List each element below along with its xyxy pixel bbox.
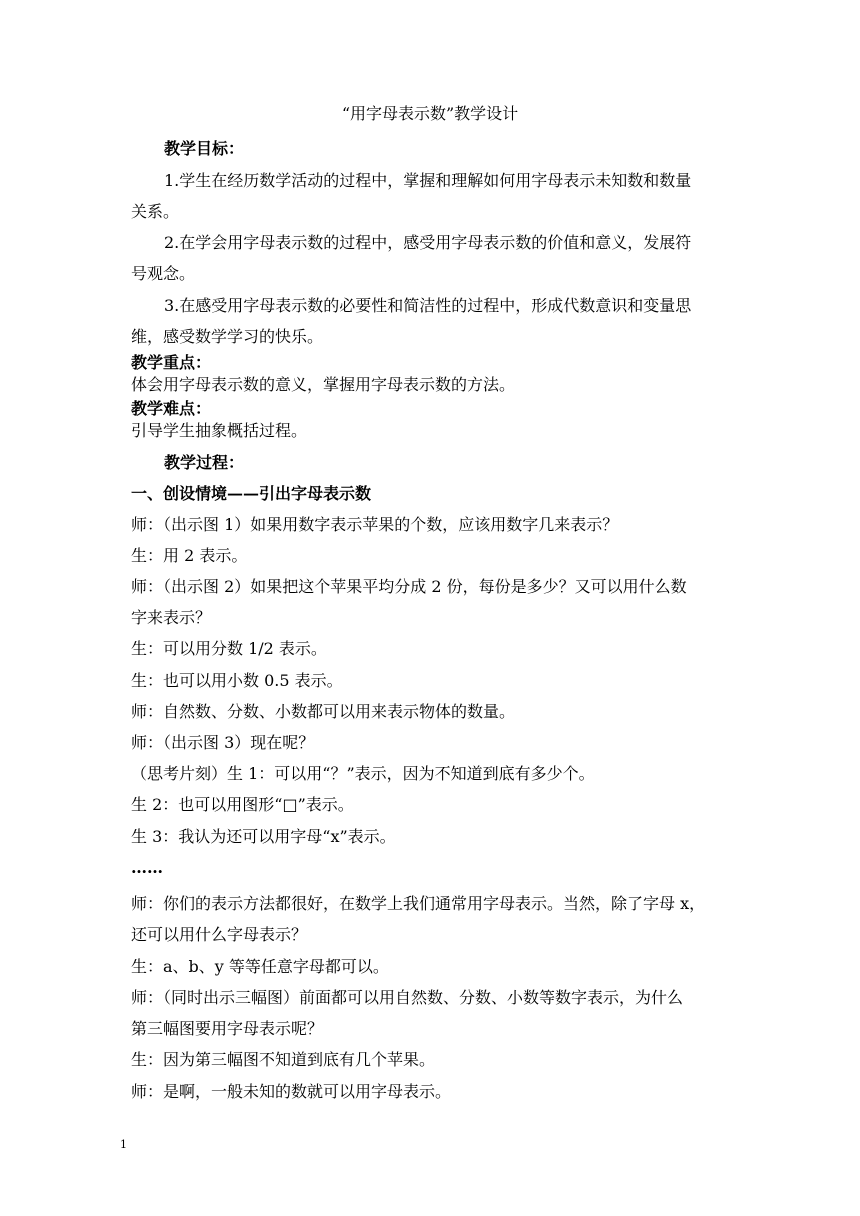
dialogue-line: 生：也可以用小数 0.5 表示。 [131, 671, 343, 690]
dialogue-line: 字来表示？ [131, 608, 212, 627]
heading-key-points: 教学重点： [131, 353, 212, 372]
goal-1-line-1: 1.学生在经历数学活动的过程中，掌握和理解如何用字母表示未知数和数量 [164, 171, 692, 190]
dialogue-line: 师：你们的表示方法都很好，在数学上我们通常用字母表示。当然，除了字母 x， [131, 894, 706, 913]
dialogue-line: 生：a、b、y 等等任意字母都可以。 [131, 957, 389, 976]
difficulties-text: 引导学生抽象概括过程。 [131, 421, 308, 440]
page-number: 1 [120, 1138, 127, 1151]
dialogue-line: 生：用 2 表示。 [131, 546, 248, 565]
heading-difficulties: 教学难点： [131, 399, 212, 418]
dialogue-line: 生 3：我认为还可以用字母“x”表示。 [131, 827, 396, 846]
goal-2-line-1: 2.在学会用字母表示数的过程中，感受用字母表示数的价值和意义，发展符 [164, 233, 692, 252]
dialogue-line: 师：（出示图 1）如果用数字表示苹果的个数，应该用数字几来表示？ [131, 515, 619, 534]
dialogue-line: 生：可以用分数 1/2 表示。 [131, 639, 327, 658]
document-title: “用字母表示数”教学设计 [341, 104, 519, 123]
dialogue-line: 还可以用什么字母表示？ [131, 925, 308, 944]
dialogue-line: 师：（同时出示三幅图）前面都可以用自然数、分数、小数等数字表示，为什么 [131, 988, 684, 1007]
dialogue-line: 第三幅图要用字母表示呢？ [131, 1019, 324, 1038]
heading-teaching-goals: 教学目标： [164, 139, 245, 158]
dialogue-line: 师：（出示图 2）如果把这个苹果平均分成 2 份，每份是多少？又可以用什么数 [131, 577, 687, 596]
section-1-heading: 一、创设情境——引出字母表示数 [131, 484, 372, 503]
dialogue-line: （思考片刻）生 1：可以用“？”表示，因为不知道到底有多少个。 [131, 764, 595, 783]
dialogue-line: 生 2：也可以用图形“□”表示。 [131, 795, 354, 814]
dialogue-line: 师：自然数、分数、小数都可以用来表示物体的数量。 [131, 702, 516, 721]
goal-3-line-1: 3.在感受用字母表示数的必要性和简洁性的过程中，形成代数意识和变量思 [164, 296, 692, 315]
dialogue-line: 生：因为第三幅图不知道到底有几个苹果。 [131, 1050, 436, 1069]
goal-1-line-2: 关系。 [131, 202, 180, 221]
dialogue-line: 师：（出示图 3）现在呢？ [131, 733, 315, 752]
key-points-text: 体会用字母表示数的意义，掌握用字母表示数的方法。 [131, 375, 516, 394]
ellipsis: …… [131, 858, 163, 877]
goal-2-line-2: 号观念。 [131, 264, 196, 283]
heading-process: 教学过程： [164, 453, 245, 472]
dialogue-line: 师：是啊，一般未知的数就可以用字母表示。 [131, 1082, 452, 1101]
goal-3-line-2: 维，感受数学学习的快乐。 [131, 327, 324, 346]
